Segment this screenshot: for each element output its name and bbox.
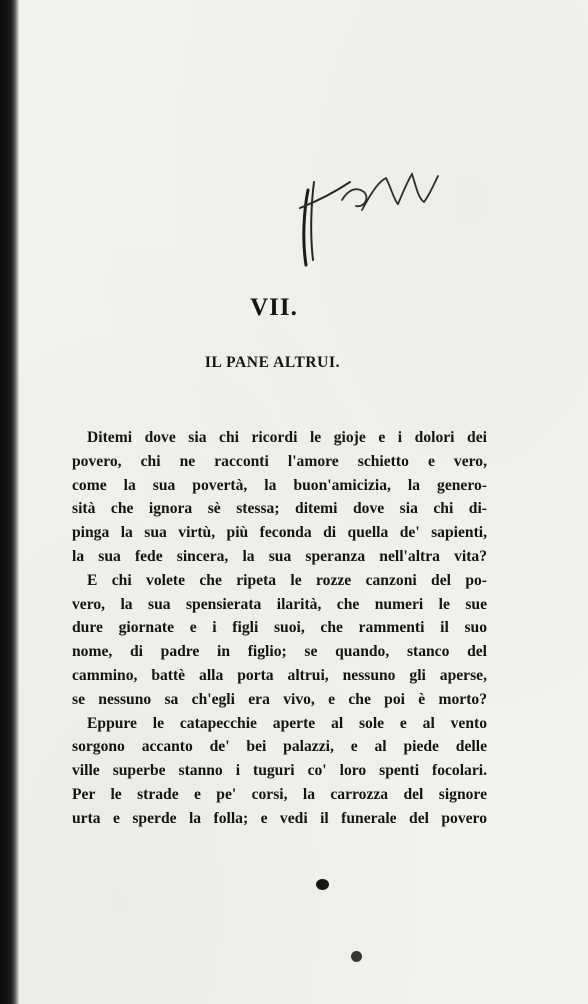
- text-line: se nessuno sa ch'egli era vivo, e che poi è morto?: [72, 690, 487, 708]
- text-line: sità che ignora sè stessa; ditemi dove sia chi di-: [72, 500, 487, 518]
- paragraph: [72, 569, 487, 712]
- text-line: pinga la sua virtù, più feconda di quella de' sapienti,: [72, 524, 487, 542]
- chapter-number: VII.: [250, 294, 298, 321]
- text-line: come la sua povertà, la buon'amicizia, la genero-: [72, 476, 487, 494]
- text-line: dure giornate e i figli suoi, che rammenti il suo: [72, 619, 487, 637]
- text-line: Ditemi dove sia chi ricordi le gioje e i dolori dei: [87, 429, 487, 446]
- text-line: Eppure le catapecchie aperte al sole e al vento: [87, 714, 487, 732]
- paragraph: [72, 712, 487, 831]
- text-line: Per le strade e pe' corsi, la carrozza del signore: [72, 785, 487, 803]
- text-line: E chi volete che ripeta le rozze canzoni del po-: [87, 571, 487, 589]
- chapter-body: [72, 426, 487, 831]
- text-line: sorgono accanto de' bei palazzi, e al piede delle: [72, 738, 487, 756]
- text-line: ville superbe stanno i tuguri co' loro spenti focolari.: [72, 762, 487, 780]
- paragraph: [72, 426, 487, 569]
- text-line: la sua fede sincera, la sua speranza nell'altra vita?: [72, 547, 487, 565]
- ink-blot: [351, 951, 362, 962]
- text-line: urta e sperde la folla; e vedi il funerale del povero: [72, 809, 487, 827]
- ink-blot: [316, 879, 329, 890]
- text-line: povero, chi ne racconti l'amore schietto e vero,: [72, 452, 487, 470]
- chapter-title: IL PANE ALTRUI.: [204, 354, 341, 371]
- book-spine-shadow: [0, 0, 20, 1004]
- text-line: nome, di padre in figlio; se quando, stanco del: [72, 643, 487, 661]
- text-line: vero, la sua spensierata ilarità, che numeri le sue: [72, 595, 487, 613]
- handwritten-pencil-mark: [290, 160, 450, 275]
- text-line: cammino, battè alla porta altrui, nessuno gli aperse,: [72, 666, 487, 684]
